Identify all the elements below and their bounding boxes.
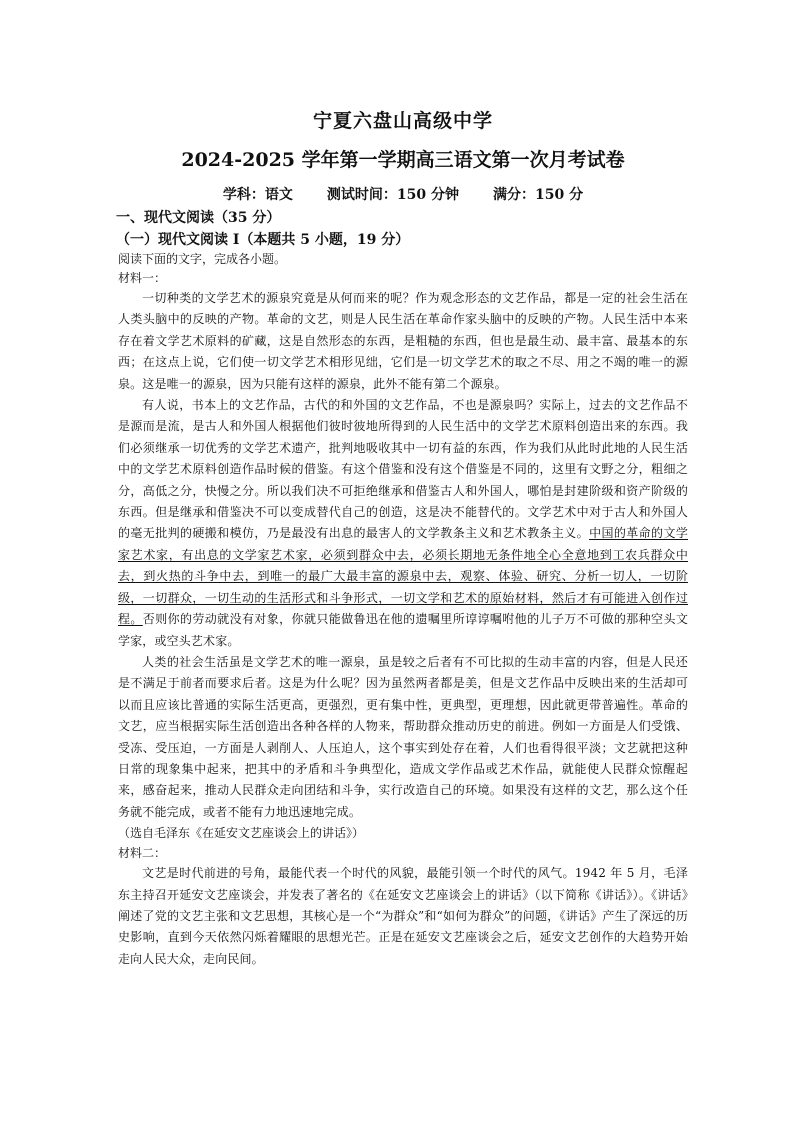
school-name: 宁夏六盘山高级中学 <box>312 110 493 132</box>
time-label: 测试时间：150 分钟 <box>326 187 459 203</box>
exam-meta <box>118 184 688 204</box>
subject-label: 学科：语文 <box>222 187 293 203</box>
paragraph-text: 有人说，书本上的文艺作品，古代的和外国的文艺作品，不也是源泉吗？实际上，过去的文艺作品不是源而是流，是古人和外国人根据他们彼时彼地所得到的人民生活中的文学艺术原料创造出来的东西。我们必须继承一切优秀的文学艺术遗产，批判地吸收其中一切有益的东西，作为我们从此时此地的人民生活中的文学艺术原料创造作品时候的借鉴。有这个借鉴和没有这个借鉴是不同的，这里有文野之分，粗细之分，高低之分，快慢之分。所以我们决不可拒绝继承和借鉴古人和外国人，哪怕是封建阶级和资产阶级的东西。但是继承和借鉴决不可以变成替代自己的创造，这是决不能替代的。文学艺术中对于古人和外国人的毫无批判的硬搬和模仿，乃是最没有出息的最害人的文学教条主义和艺术教条主义。 <box>118 398 688 541</box>
paragraph <box>118 395 688 652</box>
material-label: 材料一： <box>118 271 167 285</box>
paragraph: 人类的社会生活虽是文学艺术的唯一源泉，虽是较之后者有不可比拟的生动丰富的内容，但是人民还是不满足于前者而要求后者。这是为什么呢？因为虽然两者都是美，但是文艺作品中反映出来的生活却可以而且应该比普通的实际生活更高，更强烈，更有集中性，更典型，更理想，因此就更带普遍性。革命的文艺，应当根据实际生活创造出各种各样的人物来，帮助群众推动历史的前进。例如一方面是人们受饿、受冻、受压迫，一方面是人剥削人、人压迫人，这个事实到处存在着，人们也看得很平淡；文艺就把这种日常的现象集中起来，把其中的矛盾和斗争典型化，造成文学作品或艺术作品，就能使人民群众惊醒起来，感奋起来，推动人民群众走向团结和斗争，实行改造自己的环境。如果没有这样的文艺，那么这个任务就不能完成，或者不能有力地迅速地完成。 <box>118 654 688 819</box>
paragraph: 一切种类的文学艺术的源泉究竟是从何而来的呢？作为观念形态的文艺作品，都是一定的社会生活在人类头脑中的反映的产物。革命的文艺，则是人民生活在革命作家头脑中的反映的产物。人民生活中本来存在着文学艺术原料的矿藏，这是自然形态的东西，是粗糙的东西，但也是最生动、最丰富、最基本的东西；在这点上说，它们使一切文学艺术相形见绌，它们是一切文学艺术的取之不尽、用之不竭的唯一的源泉。这是唯一的源泉，因为只能有这样的源泉，此外不能有第二个源泉。 <box>118 291 688 391</box>
score-label: 满分：150 分 <box>493 187 584 203</box>
instruction: 阅读下面的文字，完成各小题。 <box>118 252 287 266</box>
subsection-title: （一）现代文阅读 I（本题共 5 小题，19 分） <box>116 232 410 248</box>
exam-title: 2024-2025 学年第一学期高三语文第一次月考试卷 <box>181 149 625 171</box>
paragraph: 文艺是时代前进的号角，最能代表一个时代的风貌，最能引领一个时代的风气。1942 年 5 月，毛泽东主持召开延安文艺座谈会，并发表了著名的《在延安文艺座谈会上的讲话》（以下简称《讲话》）。《讲话》阐述了党的文艺主张和文艺思想，其核心是一个“为群众”和“如何为群众”的问题，《讲话》产生了深远的历史影响，直到今天依然闪烁着耀眼的思想光芒。正是在延安文艺座谈会之后，延安文艺创作的大趋势开始走向人民大众，走向民间。 <box>118 866 688 966</box>
paragraph-text: 否则你的劳动就没有对象，你就只能做鲁迅在他的遗嘱里所谆谆嘱咐他的儿子万不可做的那种空头文学家，或空头艺术家。 <box>118 612 688 648</box>
section-title: 一、现代文阅读（35 分） <box>116 210 281 226</box>
underlined-passage: 中国的革命的文学家艺术家，有出息的文学家艺术家，必须到群众中去，必须长期地无条件地全心全意地到工农兵群众中去，到火热的斗争中去，到唯一的最广大最丰富的源泉中去，观察、体验、研究、分析一切人，一切阶级，一切群众，一切生动的生活形式和斗争形式，一切文学和艺术的原始材料，然后才有可能进入创作过程。 <box>118 526 688 627</box>
source-citation: （选自毛泽东《在延安文艺座谈会上的讲话》） <box>118 826 365 841</box>
material-label: 材料二： <box>118 846 167 861</box>
